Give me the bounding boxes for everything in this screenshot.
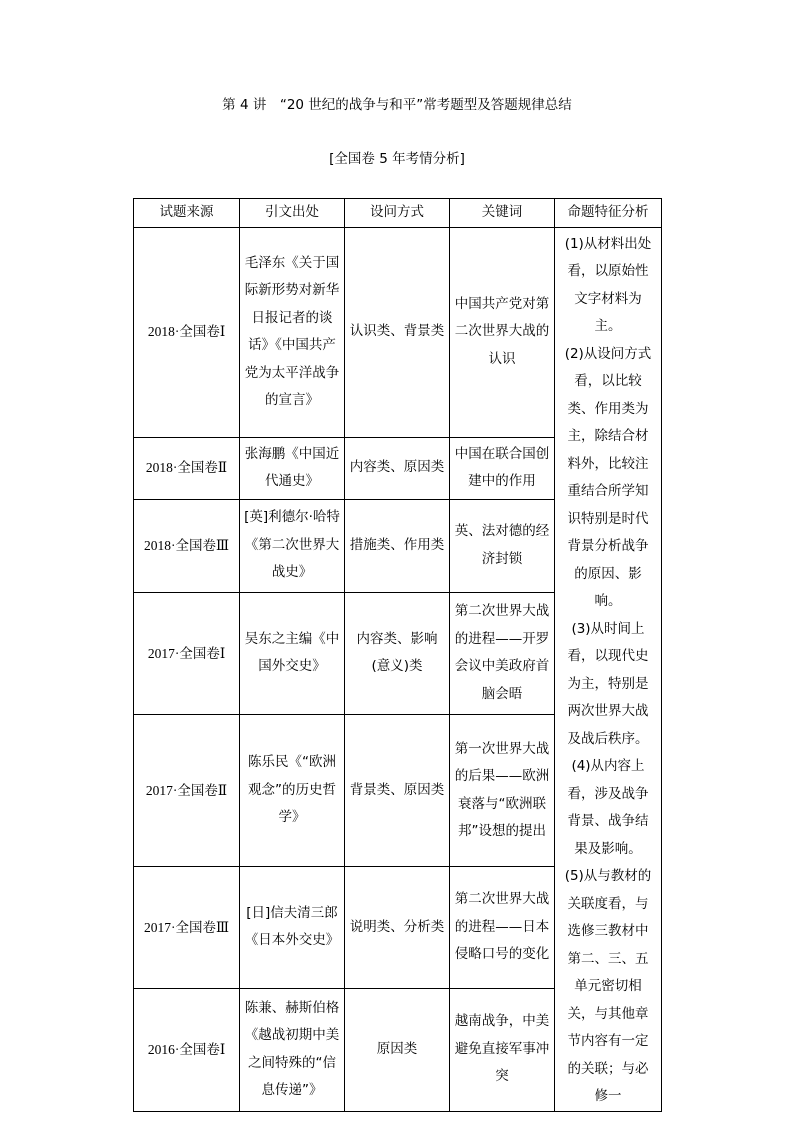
header-cell-question: 设问方式: [345, 199, 450, 228]
keyword-cell: 越南战争，中美避免直接军事冲突: [450, 988, 555, 1111]
page-title: 第 4 讲 “20 世纪的战争与和平”常考题型及答题规律总结: [222, 97, 572, 113]
citation-cell: 陈乐民《“欧洲观念”的历史哲学》: [240, 715, 345, 867]
analysis-point-2: (2)从设问方式看，以比较类、作用类为主，除结合材料外，比较注重结合所学知识特别是时代背景分析战争的原因、影响。: [564, 345, 652, 609]
question-cell: 背景类、原因类: [345, 715, 450, 867]
table-header-row: [134, 199, 662, 228]
citation-cell: 陈兼、赫斯伯格《越战初期中美之间特殊的“信息传递”》: [240, 988, 345, 1111]
citation-cell: 毛泽东《关于国际新形势对新华日报记者的谈话》《中国共产党为太平洋战争的宣言》: [240, 227, 345, 437]
keyword-cell: 第二次世界大战的进程——开罗会议中美政府首脑会晤: [450, 592, 555, 715]
keyword-cell: 第二次世界大战的进程——日本侵略口号的变化: [450, 866, 555, 988]
analysis-point-4: (4)从内容上看，涉及战争背景、战争结果及影响。: [567, 758, 649, 857]
citation-cell: [日]信夫清三郎《日本外交史》: [240, 866, 345, 988]
citation-cell: 张海鹏《中国近代通史》: [240, 437, 345, 499]
source-cell: 2016·全国卷Ⅰ: [134, 988, 240, 1111]
header-cell-analysis: 命题特征分析: [555, 199, 662, 228]
source-cell: 2017·全国卷Ⅱ: [134, 715, 240, 867]
header-cell-keyword: 关键词: [450, 199, 555, 228]
question-cell: 内容类、原因类: [345, 437, 450, 499]
page-subtitle: [全国卷 5 年考情分析]: [329, 151, 465, 167]
analysis-point-5: (5)从与教材的关联度看，与选修三教材中第二、三、五单元密切相关，与其他章节内容有一定的关联；与必修一: [564, 868, 652, 1104]
analysis-point-1: (1)从材料出处看，以原始性文字材料为主。: [564, 235, 652, 334]
question-cell: 内容类、影响(意义)类: [345, 592, 450, 715]
citation-cell: 吴东之主编《中国外交史》: [240, 592, 345, 715]
exam-analysis-table: [133, 198, 662, 1112]
analysis-point-3: (3)从时间上看，以现代史为主，特别是两次世界大战及战后秩序。: [567, 620, 649, 747]
citation-cell: [英]利德尔·哈特《第二次世界大战史》: [240, 499, 345, 592]
source-cell: 2017·全国卷Ⅰ: [134, 592, 240, 715]
question-cell: 说明类、分析类: [345, 866, 450, 988]
source-cell: 2018·全国卷Ⅲ: [134, 499, 240, 592]
keyword-cell: 中国共产党对第二次世界大战的认识: [450, 227, 555, 437]
source-cell: 2018·全国卷Ⅱ: [134, 437, 240, 499]
header-cell-source: 试题来源: [134, 199, 240, 228]
source-cell: 2018·全国卷Ⅰ: [134, 227, 240, 437]
keyword-cell: 中国在联合国创建中的作用: [450, 437, 555, 499]
source-cell: 2017·全国卷Ⅲ: [134, 866, 240, 988]
question-cell: 原因类: [345, 988, 450, 1111]
analysis-cell: [555, 227, 662, 1111]
question-cell: 认识类、背景类: [345, 227, 450, 437]
keyword-cell: 英、法对德的经济封锁: [450, 499, 555, 592]
table-row: [134, 227, 662, 437]
question-cell: 措施类、作用类: [345, 499, 450, 592]
keyword-cell: 第一次世界大战的后果——欧洲衰落与“欧洲联邦”设想的提出: [450, 715, 555, 867]
header-cell-citation: 引文出处: [240, 199, 345, 228]
